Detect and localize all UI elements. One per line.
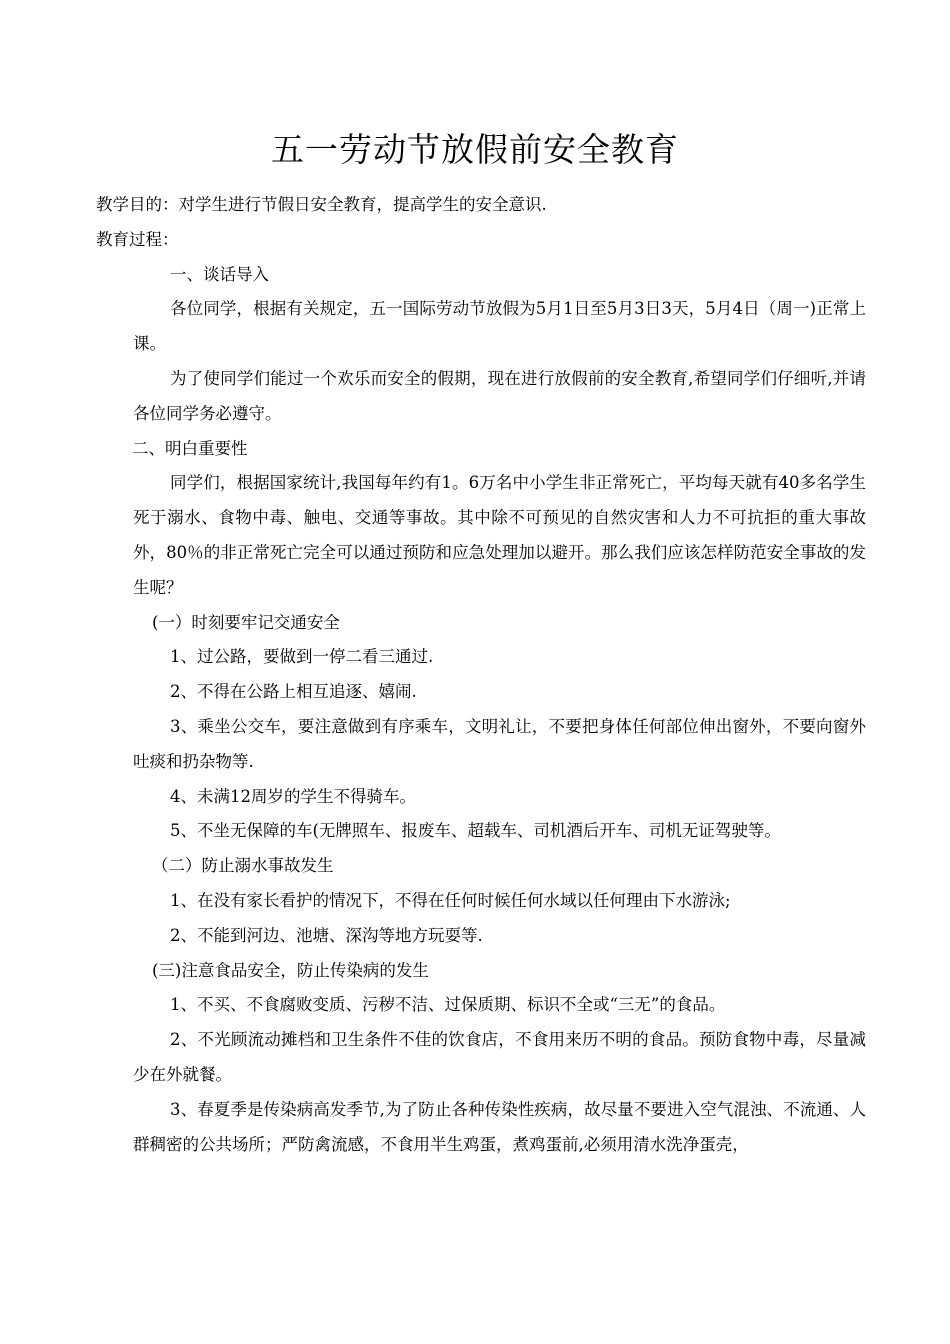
section-heading-intro: 一、谈话导入 (170, 264, 269, 284)
subsection-heading-drowning: （二）防止溺水事故发生 (152, 856, 334, 876)
list-item: 2、不得在公路上相互追逐、嬉闹. (170, 682, 417, 702)
list-item: 3、乘坐公交车，要注意做到有序乘车，文明礼让，不要把身体任何部位伸出窗外，不要向窗外吐痰和扔杂物等. (133, 716, 866, 771)
paragraph-teaching-goal: 教学目的：对学生进行节假日安全教育，提高学生的安全意识. (96, 195, 547, 214)
document-title: 五一劳动节放假前安全教育 (271, 130, 679, 169)
paragraph-education-process: 教育过程： (96, 229, 179, 249)
subsection-heading-traffic: (一）时刻要牢记交通安全 (152, 612, 340, 632)
section-heading-importance: 二、明白重要性 (132, 438, 248, 458)
paragraph: 各位同学，根据有关规定，五一国际劳动节放假为5月1日至5月3日3天，5月4日（周一)正常上课。 (133, 299, 866, 354)
list-item: 4、未满12周岁的学生不得骑车。 (170, 786, 416, 806)
list-item: 3、春夏季是传染病高发季节,为了防止各种传染性疾病，故尽量不要进入空气混浊、不流通、人群稠密的公共场所；严防禽流感，不食用半生鸡蛋，煮鸡蛋前,必须用清水洗净蛋壳， (133, 1099, 866, 1154)
list-item: 5、不坐无保障的车(无牌照车、报废车、超载车、司机酒后开车、司机无证驾驶等。 (170, 821, 781, 841)
list-item: 1、不买、不食腐败变质、污秽不洁、过保质期、标识不全或“三无”的食品。 (170, 995, 726, 1015)
list-item: 2、不能到河边、池塘、深沟等地方玩耍等. (170, 925, 483, 945)
paragraph: 同学们，根据国家统计,我国每年约有1。6万名中小学生非正常死亡，平均每天就有40多名学生死于溺水、食物中毒、触电、交通等事故。其中除不可预见的自然灾害和人力不可抗拒的重大事故外，80％的非正常死亡完全可以通过预防和应急处理加以避开。那么我们应该怎样防范安全事故的发生呢？ (133, 473, 866, 597)
list-item: 2、不光顾流动摊档和卫生条件不佳的饮食店，不食用来历不明的食品。预防食物中毒，尽量减少在外就餐。 (133, 1030, 866, 1084)
document-body (96, 188, 866, 1162)
subsection-heading-food: (三)注意食品安全，防止传染病的发生 (152, 960, 429, 980)
list-item: 1、过公路，要做到一停二看三通过. (170, 647, 434, 667)
list-item: 1、在没有家长看护的情况下，不得在任何时候任何水域以任何理由下水游泳; (170, 890, 731, 910)
paragraph: 为了使同学们能过一个欢乐而安全的假期，现在进行放假前的安全教育,希望同学们仔细听,并请各位同学务必遵守。 (133, 368, 866, 423)
